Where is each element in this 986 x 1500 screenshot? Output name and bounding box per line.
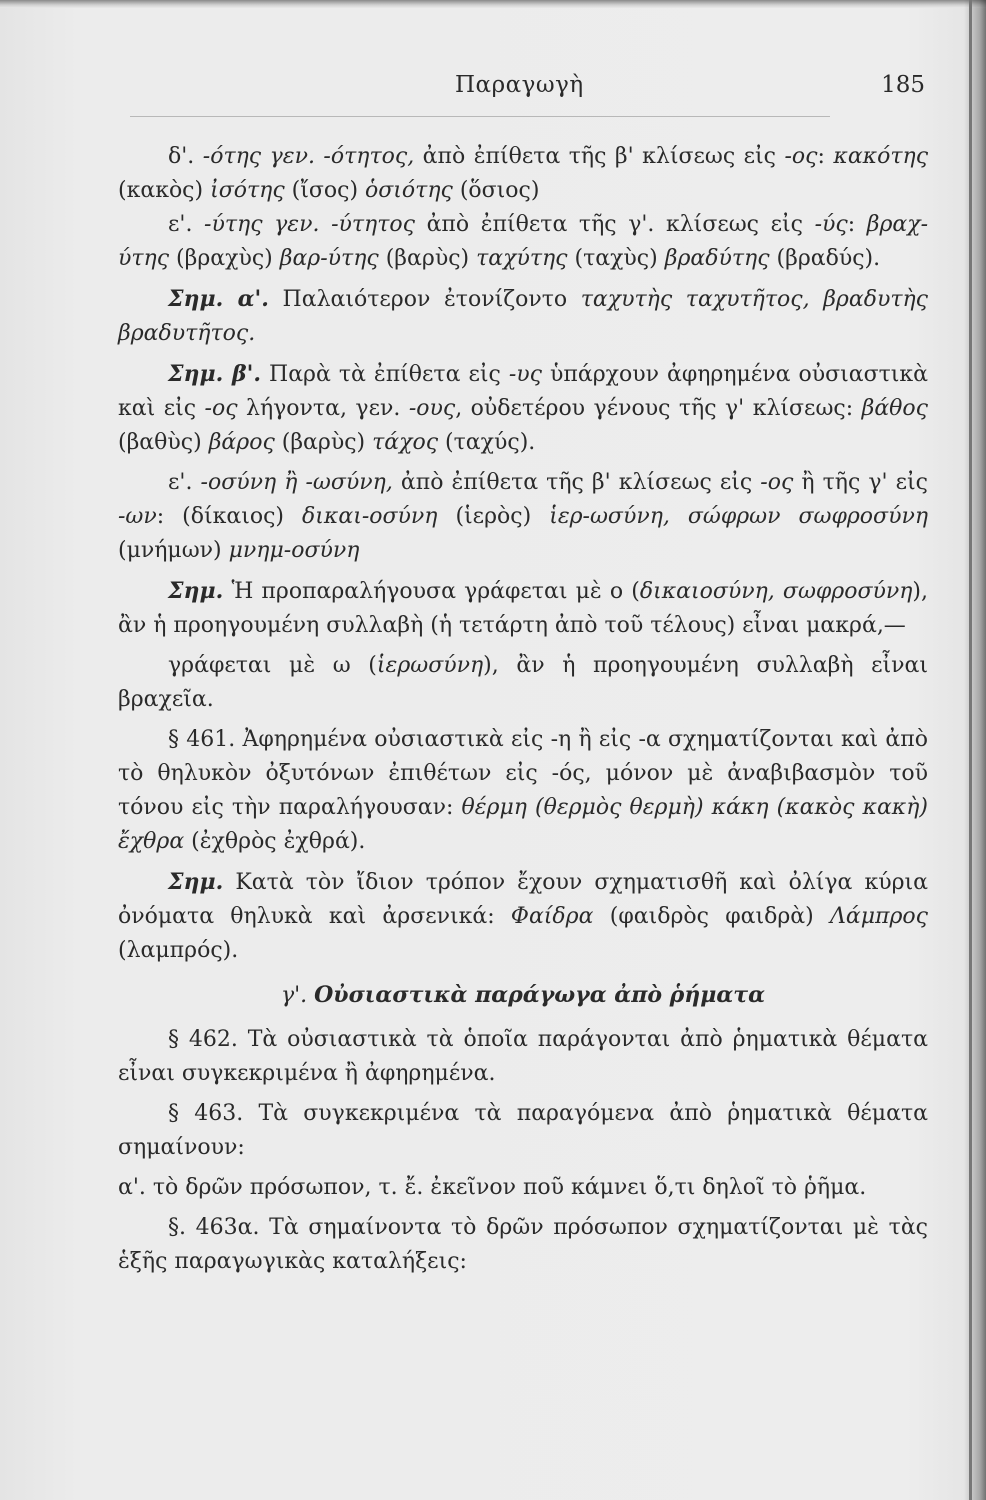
text-run: , οὐδετέρου γένους τῆς γ' κλίσεως: (455, 396, 862, 421)
text-run: λήγοντα, γεν. (237, 396, 409, 421)
page-title: Παραγωγὴ (455, 72, 584, 98)
text-run: ), ἂν ἡ προηγουμένη συλλαβὴ εἶναι βραχεῖα. (118, 653, 929, 712)
example-word: ἰσότης (210, 178, 285, 203)
suffix-term: -ων (118, 504, 157, 529)
example-word: βαρ-ύτης (279, 246, 379, 271)
list-marker: ε'. (168, 212, 205, 237)
section-463a: §. 463α. Τὰ σημαίνοντα τὸ δρῶν πρόσωπον σχηματίζονται μὲ τὰς ἑξῆς παραγωγικὰς καταλήξεις: (118, 1215, 928, 1274)
page-top-edge (0, 0, 986, 8)
paragraph-omega-rule (118, 649, 928, 717)
note-label: Σημ. β'. (168, 361, 261, 387)
text-run: (βαθὺς) (118, 430, 209, 455)
note-orthography (118, 574, 928, 643)
page-number: 185 (881, 72, 925, 98)
note-label: Σημ. (168, 578, 224, 604)
note-label: Σημ. (168, 869, 224, 895)
text-run: (βαρὺς) (378, 246, 477, 271)
paragraph-epsilon-2 (118, 466, 928, 568)
note-beta (118, 357, 928, 460)
suffix-term: -οσύνη ἢ -ωσύνη, (200, 470, 393, 495)
example-word: δικαι-οσύνη (302, 504, 438, 529)
text-run: : (817, 144, 834, 169)
text-run: (ὅσιος) (452, 178, 540, 203)
text-run: ἀπὸ ἐπίθετα τῆς β' κλίσεως εἰς (414, 144, 785, 169)
suffix-term: -ότης γεν. -ότητος, (202, 144, 415, 169)
suffix-term: -υς (508, 362, 542, 387)
running-head (165, 72, 925, 108)
example-word: θέρμη (θερμὸς θερμὴ) κάκη (κακὸς κακὴ) ἔχθρα (118, 795, 928, 854)
text-run: ), ἂν ἡ προηγουμένη συλλαβὴ (ἡ τετάρτη ἀπὸ τοῦ τέλους) εἶναι μακρά,— (118, 579, 928, 638)
text-run: (μνήμων) (118, 538, 229, 563)
page-right-line (969, 0, 972, 1500)
text-run: Παρὰ τὰ ἐπίθετα εἰς (261, 362, 509, 387)
heading-text: Οὐσιαστικὰ παράγωγα ἀπὸ ῥήματα (314, 982, 766, 1008)
suffix-term: -ους (408, 396, 456, 421)
text-run: (βραδύς). (769, 246, 881, 271)
suffix-term: -ύτης γεν. -ύτητος (204, 212, 415, 237)
example-word: ἱερωσύνη (376, 653, 484, 678)
text-run: (ἱερὸς) (437, 504, 550, 529)
list-marker: ε'. (168, 470, 201, 495)
example-word: κακότης (833, 144, 929, 169)
example-word: βάθος (861, 396, 928, 421)
body-text (118, 140, 928, 1279)
text-run: : (847, 212, 867, 237)
section-heading (118, 978, 928, 1013)
page-right-shadow (964, 0, 986, 1500)
example-word: τάχος (372, 430, 439, 455)
text-run: (βραχὺς) (169, 246, 280, 271)
text-run: § 461. Ἀφηρημένα οὐσιαστικὰ εἰς -η ἢ εἰς -α σχηματίζονται καὶ ἀπὸ τὸ θηλυκὸν ὀξυτόνων ἐπιθέτων εἰς -ός, μόνον μὲ ἀναβιβασμὸν τοῦ τόνου εἰς τὴν παραλήγουσαν: (118, 727, 928, 820)
text-run: Ἡ προπαραλήγουσα γράφεται μὲ ο ( (223, 579, 640, 604)
text-run: (κακὸς) (118, 178, 211, 203)
example-word: ταχύτης (476, 246, 568, 271)
heading-marker: γ'. (280, 983, 315, 1008)
example-word: δικαιοσύνη, σωφροσύνη (639, 579, 913, 604)
text-run: γράφεται μὲ ω ( (168, 653, 377, 678)
paragraph-delta (118, 140, 928, 208)
text-run: : (δίκαιος) (156, 504, 303, 529)
text-run: (ἴσος) (284, 178, 366, 203)
example-word: βραχ-ύτης (118, 212, 929, 271)
suffix-term: -ος (204, 396, 238, 421)
note-proper-names (118, 865, 928, 968)
text-run: ὑπάρχουν ἀφηρημένα οὐσιαστικὰ καὶ εἰς (118, 362, 928, 421)
text-run: Παλαιότερον ἐτονίζοντο (268, 287, 581, 312)
example-word: βάρος (208, 430, 275, 455)
note-label: Σημ. α'. (168, 286, 269, 312)
text-run: (ταχύς). (438, 430, 536, 455)
text-run: Κατὰ τὸν ἴδιον τρόπον ἔχουν σχηματισθῆ καὶ ὀλίγα κύρια ὀνόματα θηλυκὰ καὶ ἀρσενικά: (118, 870, 928, 929)
header-rule (130, 116, 830, 117)
section-463: § 463. Τὰ συγκεκριμένα τὰ παραγόμενα ἀπὸ ῥηματικὰ θέματα σημαίνουν: (118, 1101, 928, 1160)
text-run: ἀπὸ ἐπίθετα τῆς β' κλίσεως εἰς (392, 470, 761, 495)
paragraph-epsilon-1 (118, 208, 928, 276)
example-word: ὁσιότης (365, 178, 453, 203)
note-alpha (118, 282, 928, 351)
section-463-alpha: α'. τὸ δρῶν πρόσωπον, τ. ἔ. ἐκεῖνον ποῦ κάμνει ὅ,τι δηλοῖ τὸ ῥῆμα. (118, 1175, 867, 1200)
example-word: μνημ-οσύνη (228, 538, 360, 563)
suffix-term: -ος (760, 470, 794, 495)
list-marker: δ'. (168, 144, 203, 169)
example-word: βραδύτης (664, 246, 770, 271)
example-word: ἱερ-ωσύνη, σώφρων σωφροσύνη (549, 504, 928, 529)
text-run: (φαιδρὸς φαιδρὰ) (593, 904, 830, 929)
text-run: (λαμπρός). (118, 938, 239, 963)
section-462: § 462. Τὰ οὐσιαστικὰ τὰ ὁποῖα παράγονται ἀπὸ ῥηματικὰ θέματα εἶναι συγκεκριμένα ἢ ἀφηρημένα. (118, 1027, 928, 1086)
text-run: ἢ τῆς γ' εἰς (793, 470, 928, 495)
section-461 (118, 723, 928, 859)
example-word: Λάμπρος (829, 904, 928, 929)
suffix-term: -ος (784, 144, 818, 169)
example-word: ταχυτὴς ταχυτῆτος, βραδυτὴς βραδυτῆτος. (118, 287, 929, 346)
text-run: ἀπὸ ἐπίθετα τῆς γ'. κλίσεως εἰς (414, 212, 815, 237)
text-run: (ἐχθρὸς ἐχθρά). (184, 829, 366, 854)
example-word: Φαίδρα (510, 904, 594, 929)
text-run: (βαρὺς) (274, 430, 373, 455)
suffix-term: -ύς (814, 212, 848, 237)
text-run: (ταχὺς) (567, 246, 665, 271)
